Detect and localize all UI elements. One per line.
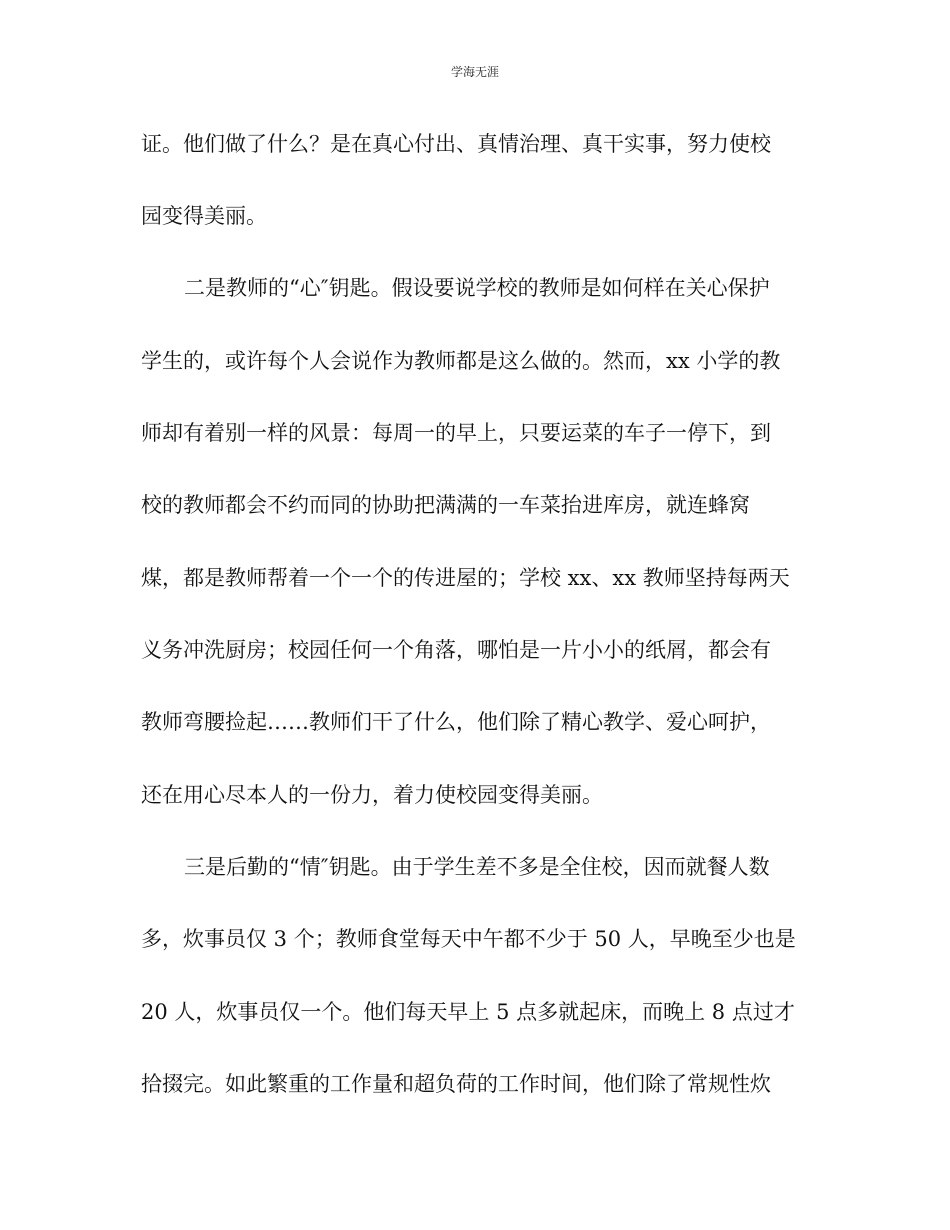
text-line: 证。他们做了什么？是在真心付出、真情治理、真干实事，努力使校 bbox=[141, 132, 771, 156]
text-line: 义务冲洗厨房；校园任何一个角落，哪怕是一片小小的纸屑，都会有 bbox=[141, 638, 771, 662]
text-line: 师却有着别一样的风景：每周一的早上，只要运菜的车子一停下，到 bbox=[141, 421, 771, 445]
page-header: 学海无涯 bbox=[450, 65, 499, 79]
text-line: 还在用心尽本人的一份力，着力使校园变得美丽。 bbox=[141, 783, 603, 807]
text-line: 学生的，或许每个人会说作为教师都是这么做的。然而，xx 小学的教 bbox=[141, 349, 781, 373]
text-line: 拾掇完。如此繁重的工作量和超负荷的工作时间，他们除了常规性炊 bbox=[141, 1072, 771, 1096]
text-line: 园变得美丽。 bbox=[141, 204, 267, 228]
text-line: 煤，都是教师帮着一个一个的传进屋的；学校 xx、xx 教师坚持每两天 bbox=[141, 566, 790, 590]
text-line: 多，炊事员仅 3 个；教师食堂每天中午都不少于 50 人，早晚至少也是 bbox=[141, 927, 796, 951]
text-line: 20 人，炊事员仅一个。他们每天早上 5 点多就起床，而晚上 8 点过才 bbox=[141, 1000, 795, 1024]
paragraph-start-line: 二是教师的“心″钥匙。假设要说学校的教师是如何样在关心保护 bbox=[184, 276, 770, 300]
paragraph-start-line: 三是后勤的“情″钥匙。由于学生差不多是全住校，因而就餐人数 bbox=[184, 855, 770, 879]
text-line: 教师弯腰捡起……教师们干了什么，他们除了精心教学、爱心呵护， bbox=[141, 710, 771, 734]
text-line: 校的教师都会不约而同的协助把满满的一车菜抬进库房，就连蜂窝 bbox=[141, 493, 750, 517]
